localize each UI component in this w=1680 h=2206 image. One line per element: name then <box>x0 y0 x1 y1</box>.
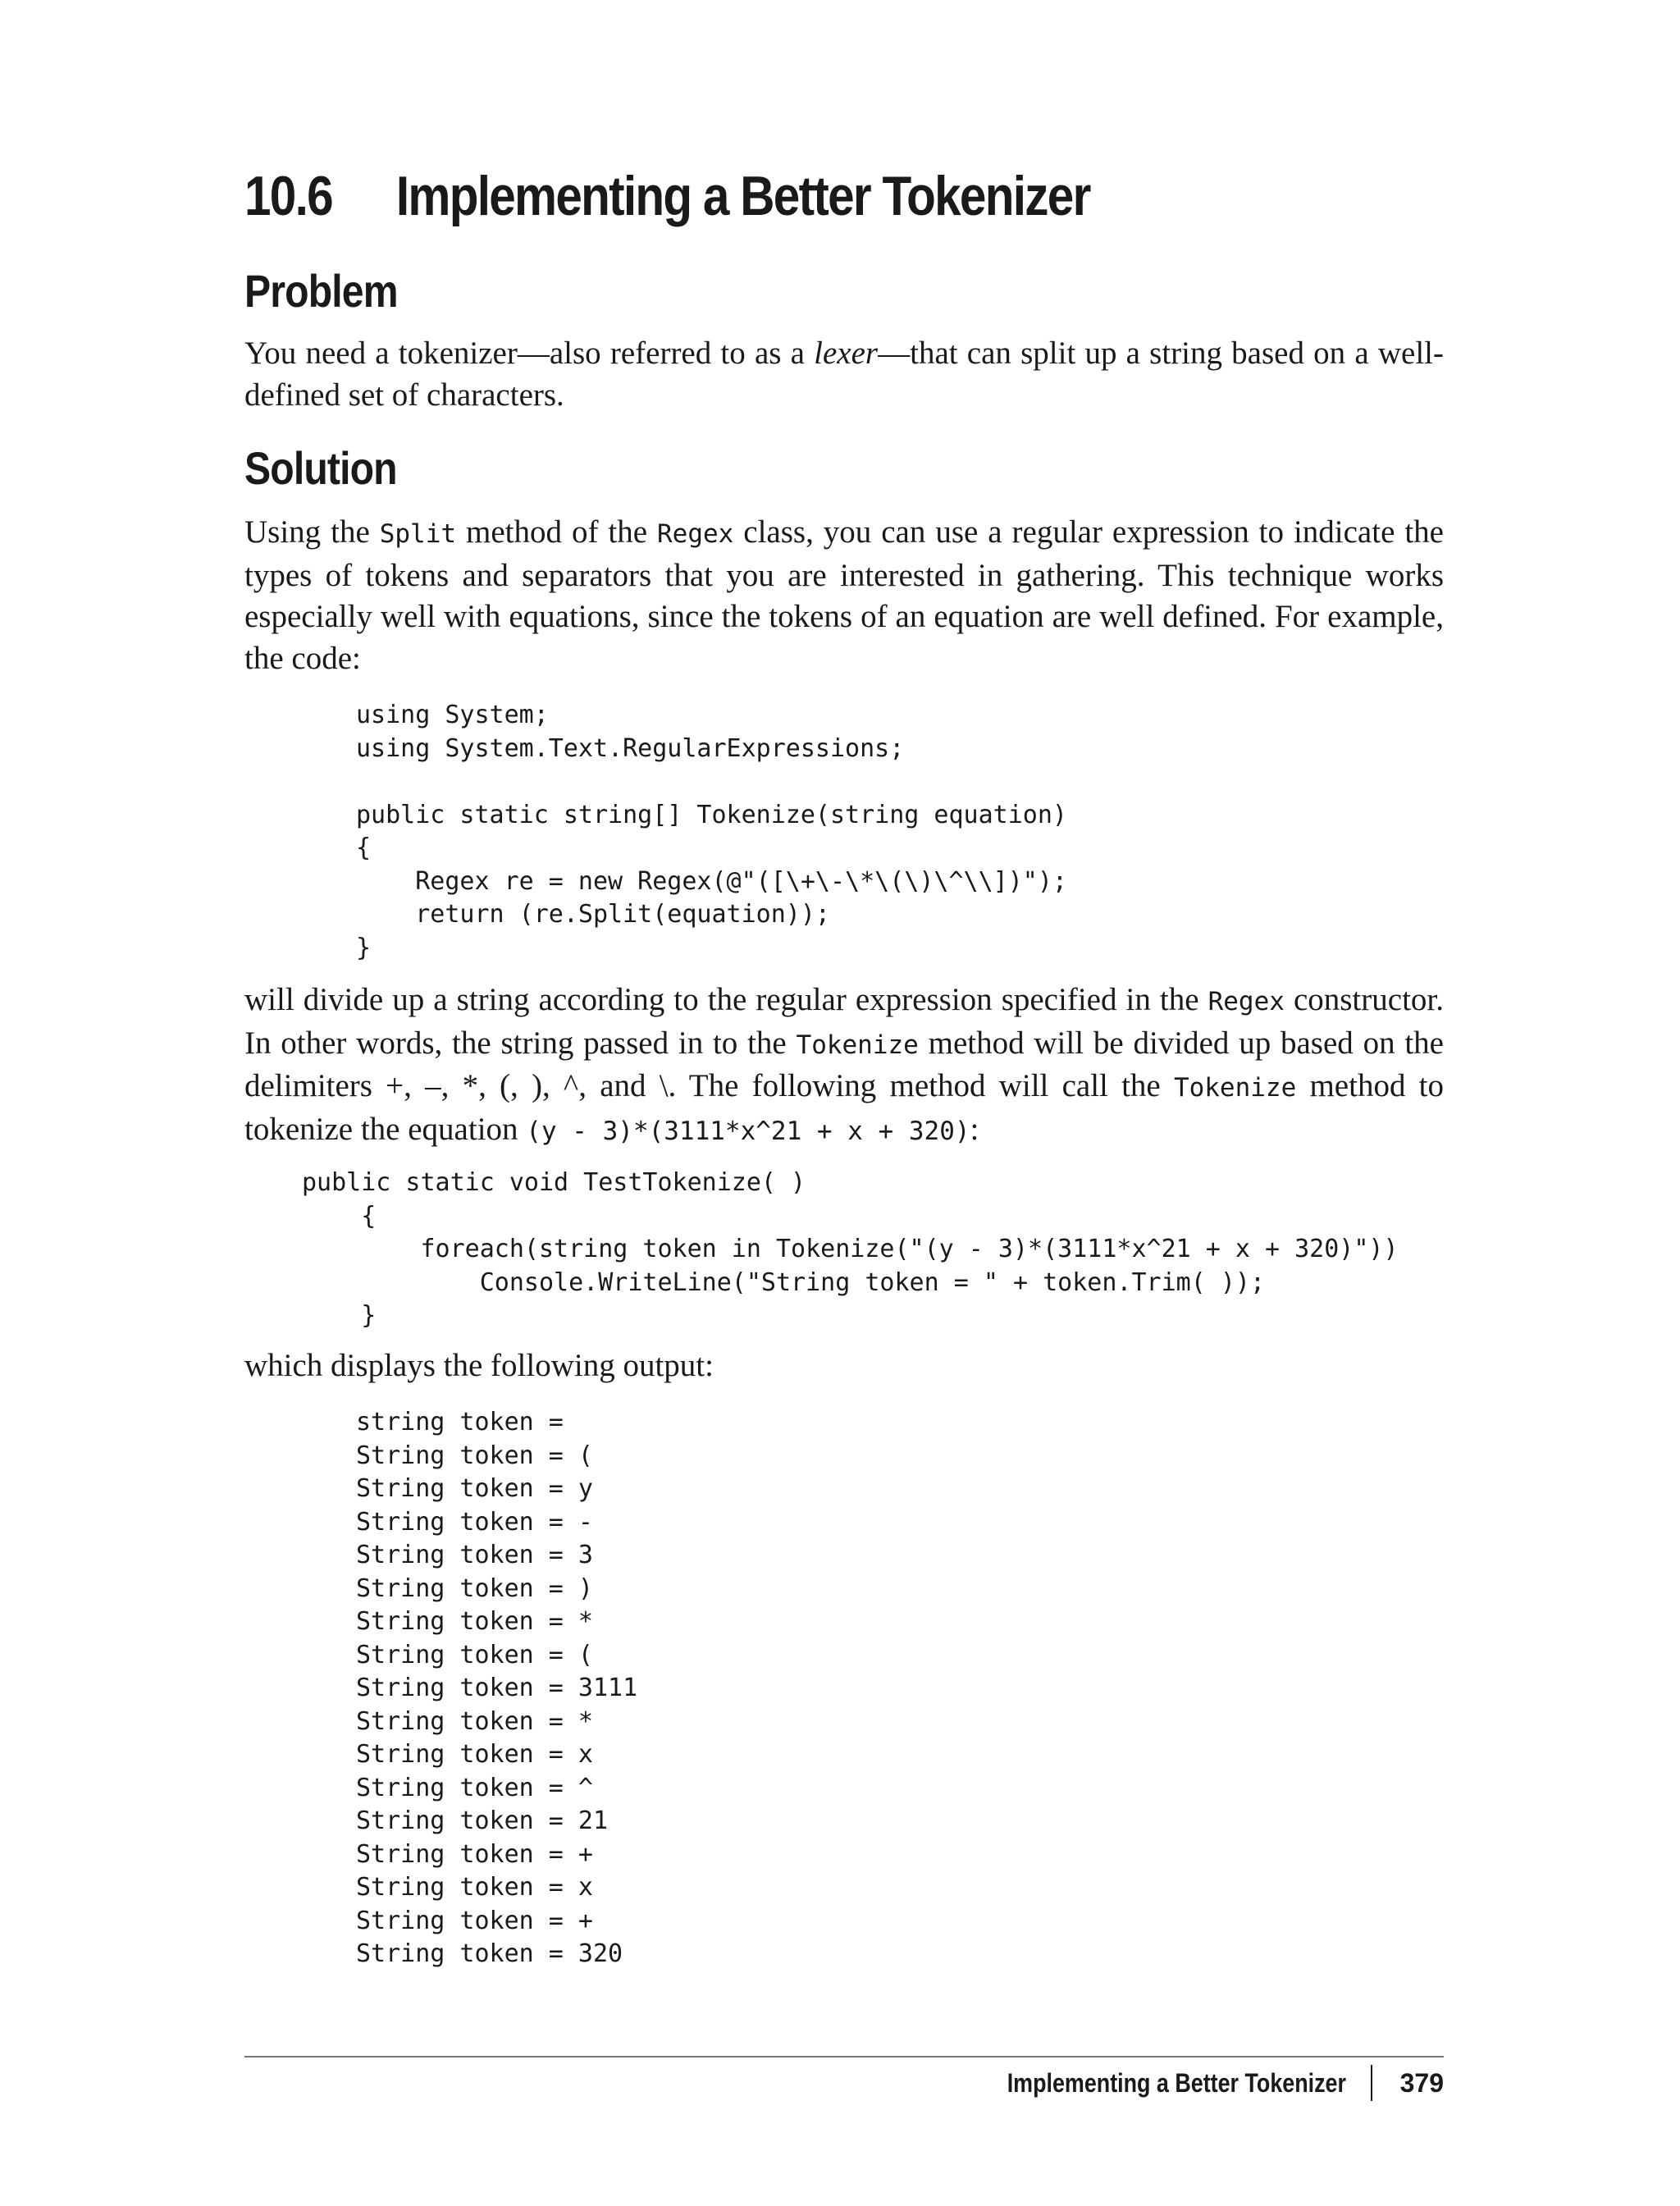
problem-paragraph <box>244 333 1444 416</box>
solution-heading: Solution <box>244 442 397 494</box>
problem-heading: Problem <box>244 265 398 317</box>
p1-code-split: Split <box>379 519 457 549</box>
footer-separator <box>1371 2065 1372 2101</box>
problem-text-2: —that can split up a string based on a well-defined set of characters. <box>244 336 1445 413</box>
p2-text-4: method to tokenize the equation <box>244 1068 1444 1147</box>
tokenize-code-block: using System; using System.Text.RegularExpressions; public static string[] Tokenize(string equation) { Regex re = new Regex(@"([\+\-\*\(\)\^\\])"); return (re.Split(equation)); } <box>356 701 1067 962</box>
p2-text-3: method will be divided up based on the delimiters +, –, *, (, ), ^, and \. The following method will call the <box>244 1025 1444 1103</box>
page-number: 379 <box>1399 2067 1444 2098</box>
p2-code-regex: Regex <box>1208 987 1285 1016</box>
p1-text-1: Using the <box>244 514 380 550</box>
p2-text-5: : <box>970 1111 979 1147</box>
running-footer <box>943 2065 1444 2101</box>
output-code-block: string token = String token = ( String token = y String token = - String token = 3 String token = ) String token = * String token = ( String token = 3111 String token = * String token = x String token = ^ String token = 21 String token = + String token = x String token = + String token = 320 <box>356 1408 638 1968</box>
solution-paragraph-2 <box>244 980 1444 1152</box>
p1-text-2: method of the <box>456 514 657 550</box>
problem-text-1: You need a tokenizer—also referred to as a <box>244 336 815 371</box>
problem-emphasis: lexer <box>814 336 879 371</box>
p2-code-tokenize: Tokenize <box>796 1030 919 1060</box>
p1-text-3: class, you can use a regular expression to indicate the types of tokens and separators that you are interested in gathering. This technique works especially well with equations, since the tokens of an equation are well defined. For example, the code: <box>244 514 1444 676</box>
section-title <box>244 164 1090 228</box>
solution-paragraph-3: which displays the following output: <box>244 1348 714 1383</box>
p2-code-equation: (y - 3)*(3111*x^21 + x + 320) <box>526 1116 970 1146</box>
p2-code-tokenize-2: Tokenize <box>1173 1073 1297 1103</box>
p1-code-regex: Regex <box>657 519 734 549</box>
footer-title: Implementing a Better Tokenizer <box>1007 2067 1346 2098</box>
test-tokenize-code-block: public static void TestTokenize( ) { foreach(string token in Tokenize("(y - 3)*(3111*x^21 + x + 320)")) Console.WriteLine("String token = " + token.Trim( )); } <box>302 1168 1399 1330</box>
solution-paragraph-1 <box>244 512 1444 679</box>
p2-text-2: constructor. In other words, the string passed in to the <box>244 982 1444 1061</box>
section-title-text: Implementing a Better Tokenizer <box>395 165 1090 227</box>
section-number: 10.6 <box>244 165 332 227</box>
p2-text-1: will divide up a string according to the regular expression specified in the <box>244 982 1208 1017</box>
footer-rule <box>244 2056 1444 2058</box>
